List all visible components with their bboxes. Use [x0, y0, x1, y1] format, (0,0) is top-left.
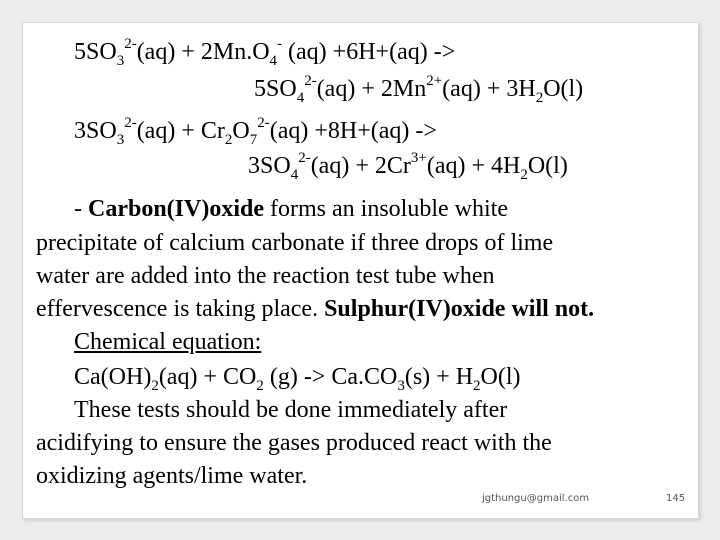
eq2-sub: 2 [520, 166, 528, 183]
eq1-term: O(l) [543, 76, 584, 102]
eq2-sub: 4 [290, 166, 299, 183]
eq2-sub: 3 [116, 131, 125, 148]
eq3-term: Ca(OH) [74, 364, 152, 390]
eq2-sub: 2 [224, 131, 233, 148]
eq2-sup: 2- [124, 115, 137, 131]
para1-text: effervescence is taking place. [36, 296, 325, 322]
eq3-sub: 2 [256, 377, 264, 394]
para1-text: forms an insoluble white [264, 196, 508, 222]
chemical-equation-heading: Chemical equation: [74, 329, 262, 355]
eq2-term: 3SO [248, 153, 291, 179]
footer-email: jgthungu@gmail.com [482, 493, 590, 504]
eq2-term: (aq) + 4H [426, 153, 521, 179]
eq1-term: (aq) + 3H [442, 76, 536, 102]
eq3-term: O(l) [480, 364, 521, 390]
eq1-sup: 2+ [426, 73, 443, 89]
para2-line-3: oxidizing agents/lime water. [36, 463, 308, 489]
carbon-oxide-bold: Carbon(IV)oxide [88, 196, 265, 222]
eq2-sup: 2- [257, 115, 270, 131]
eq1-sub: 3 [116, 52, 125, 69]
eq1-sub: 4 [269, 52, 278, 69]
eq3-sub: 2 [151, 377, 159, 394]
para2-line-1: These tests should be done immediately after [74, 397, 508, 423]
eq1-sup: - [277, 36, 283, 52]
eq3-term: (g) -> Ca.CO [263, 364, 398, 390]
eq1-sub: 4 [296, 89, 305, 106]
footer-page-number: 145 [666, 493, 686, 504]
eq1-term: (aq) + 2Mn.O [136, 39, 270, 65]
eq3-sub: 3 [397, 377, 405, 394]
equation-2-line-1 [74, 116, 437, 146]
eq1-sup: 2- [124, 36, 137, 52]
equation-3 [74, 362, 521, 392]
eq3-sub: 2 [473, 377, 481, 394]
eq2-term: (aq) + 2Cr [310, 153, 411, 179]
eq2-sub: 7 [249, 131, 258, 148]
eq1-sub: 2 [535, 89, 544, 106]
eq2-term: (aq) + Cr [136, 118, 225, 144]
eq3-term: (s) + H [404, 364, 474, 390]
eq1-term: (aq) + 2Mn [316, 76, 427, 102]
eq2-sup: 2- [298, 150, 311, 166]
equation-1-line-1 [74, 37, 455, 67]
eq1-term: (aq) +6H+(aq) -> [282, 39, 456, 65]
eq2-term: O [232, 118, 250, 144]
eq1-sup: 2- [304, 73, 317, 89]
eq3-term: (aq) + CO [158, 364, 257, 390]
equation-1-line-2 [254, 74, 583, 104]
eq1-term: 5SO [74, 39, 117, 65]
equation-2-line-2 [248, 151, 568, 181]
para2-line-2: acidifying to ensure the gases produced react with the [36, 430, 552, 456]
para1-line-4 [36, 294, 594, 324]
eq2-term: O(l) [527, 153, 568, 179]
sulphur-oxide-bold: Sulphur(IV)oxide will not. [324, 296, 595, 322]
eq2-term: (aq) +8H+(aq) -> [269, 118, 437, 144]
eq2-term: 3SO [74, 118, 117, 144]
para1-line-3: water are added into the reaction test tube when [36, 263, 495, 289]
para1-line-2: precipitate of calcium carbonate if three drops of lime [36, 230, 554, 256]
para1-line-1 [74, 194, 508, 224]
eq1-term: 5SO [254, 76, 297, 102]
eq2-sup: 3+ [410, 150, 427, 166]
para1-dash: - [74, 196, 88, 222]
